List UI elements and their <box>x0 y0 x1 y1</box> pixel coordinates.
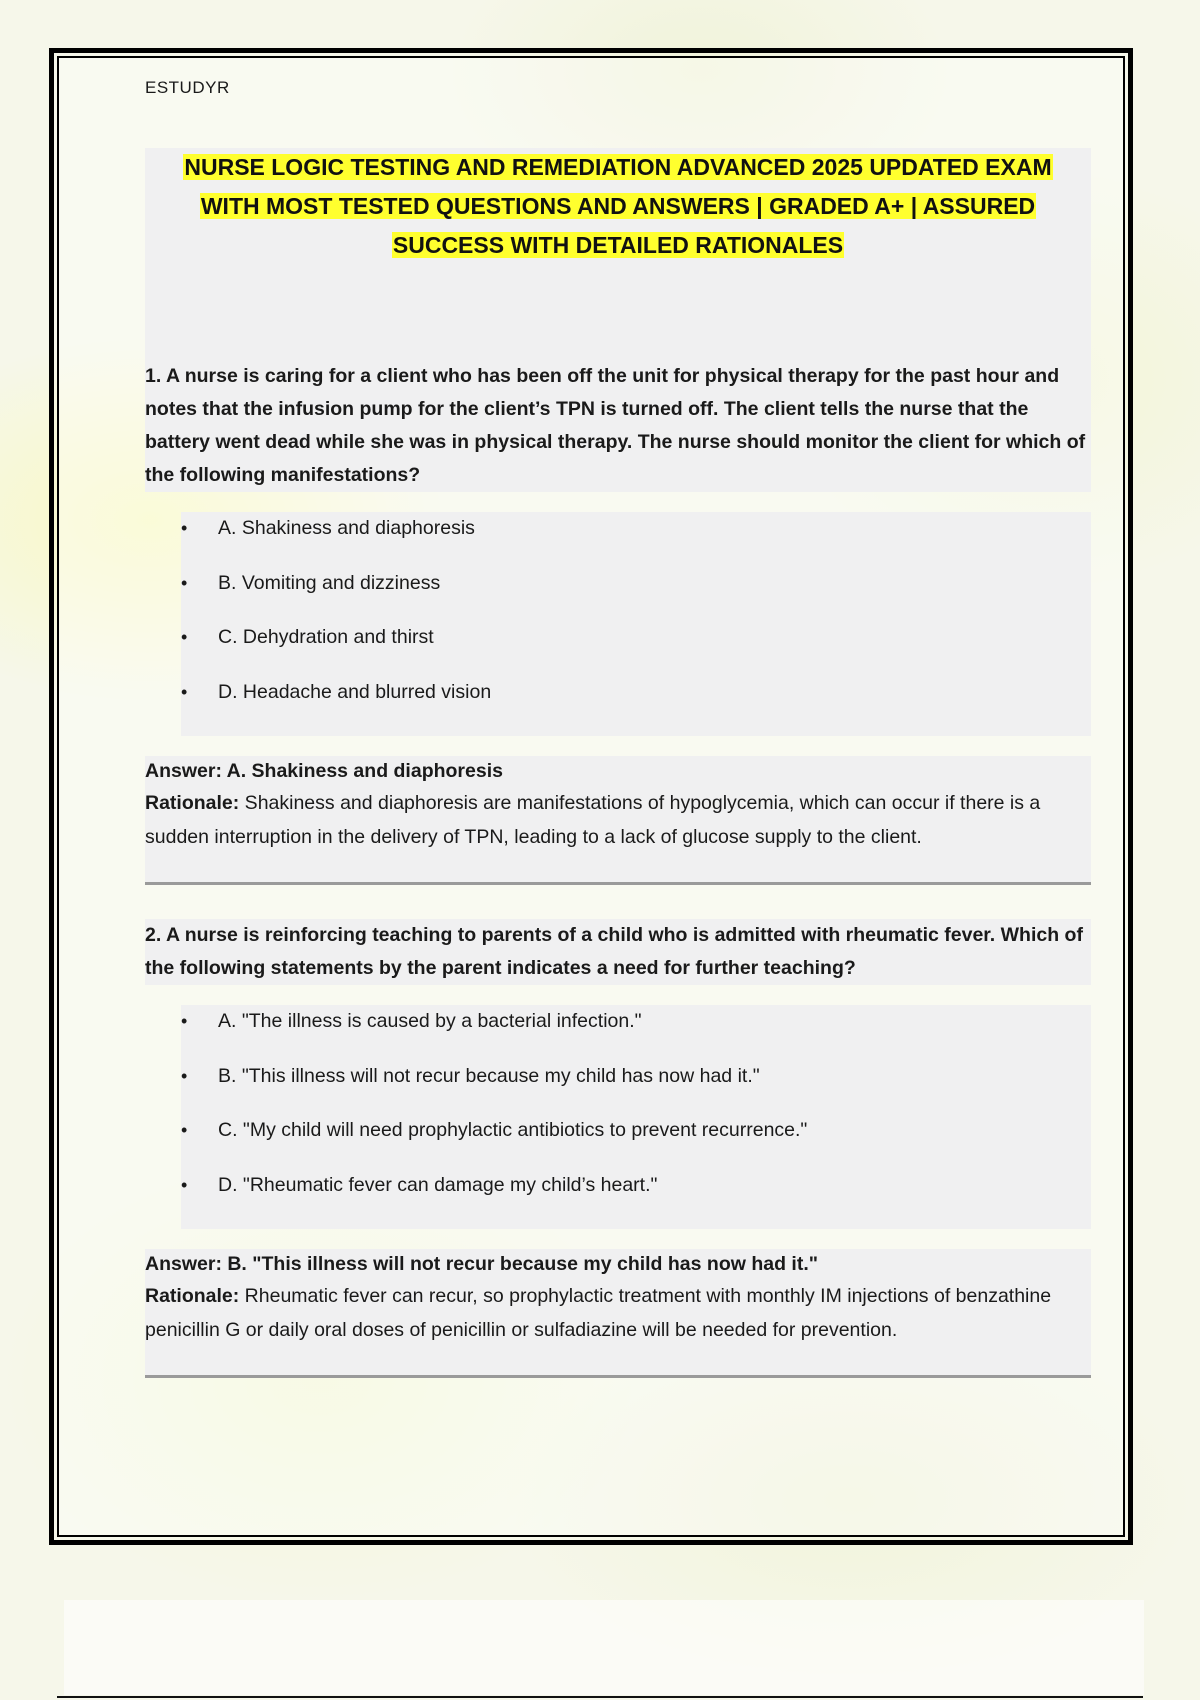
question-2-answer-block <box>145 1249 1091 1375</box>
question-1-answer: Answer: A. Shakiness and diaphoresis <box>145 760 503 782</box>
question-1-text: 1. A nurse is caring for a client who has been off the unit for physical therapy for the past hour and notes that the infusion pump for the client’s TPN is turned off. The client tells the nurse that the battery went dead while she was in physical therapy. The nurse should monitor the client for which of the following manifestations? <box>145 360 1091 492</box>
question-2-rationale-label: Rationale: <box>145 1285 240 1307</box>
question-1-option-a: • A. Shakiness and diaphoresis <box>181 516 1091 571</box>
page-bottom-rule <box>57 1696 1143 1698</box>
question-1-answer-block <box>145 756 1091 882</box>
title-line-2: WITH MOST TESTED QUESTIONS AND ANSWERS | GRADED A+ | ASSURED <box>200 193 1036 219</box>
question-2-rationale-text: Rheumatic fever can recur, so prophylactic treatment with monthly IM injections of benzathine penicillin G or daily oral doses of penicillin or sulfadiazine will be needed for prevention. <box>145 1285 1052 1341</box>
question-2-option-a: • A. "The illness is caused by a bacterial infection." <box>181 1009 1091 1064</box>
title-line-3: SUCCESS WITH DETAILED RATIONALES <box>392 232 844 258</box>
question-2-option-d: • D. "Rheumatic fever can damage my child’s heart." <box>181 1173 1091 1228</box>
question-1-rationale <box>145 786 1091 854</box>
title-line-1: NURSE LOGIC TESTING AND REMEDIATION ADVANCED 2025 UPDATED EXAM <box>184 154 1052 180</box>
question-2 <box>145 919 1091 1378</box>
question-1-option-c: • C. Dehydration and thirst <box>181 625 1091 680</box>
question-1-option-d: • D. Headache and blurred vision <box>181 680 1091 735</box>
question-2-option-b: • B. "This illness will not recur because my child has now had it." <box>181 1064 1091 1119</box>
brand-header: ESTUDYR <box>145 78 230 97</box>
question-2-rationale <box>145 1279 1091 1347</box>
document-title <box>145 148 1091 360</box>
question-1-rationale-text: Shakiness and diaphoresis are manifestations of hypoglycemia, which can occur if there is a sudden interruption in the delivery of TPN, leading to a lack of glucose supply to the client. <box>145 792 1041 848</box>
page-bottom-area <box>64 1600 1144 1695</box>
question-2-option-c: • C. "My child will need prophylactic antibiotics to prevent recurrence." <box>181 1118 1091 1173</box>
question-1-option-b: • B. Vomiting and dizziness <box>181 571 1091 626</box>
question-1 <box>145 360 1091 885</box>
question-divider <box>145 1375 1091 1378</box>
question-1-options <box>181 512 1091 736</box>
question-2-answer: Answer: B. "This illness will not recur because my child has now had it." <box>145 1253 818 1275</box>
question-1-rationale-label: Rationale: <box>145 792 240 814</box>
question-2-options <box>181 1005 1091 1229</box>
document-content <box>145 76 1091 1378</box>
question-2-text: 2. A nurse is reinforcing teaching to parents of a child who is admitted with rheumatic fever. Which of the following statements by the parent indicates a need for further teaching? <box>145 919 1091 985</box>
